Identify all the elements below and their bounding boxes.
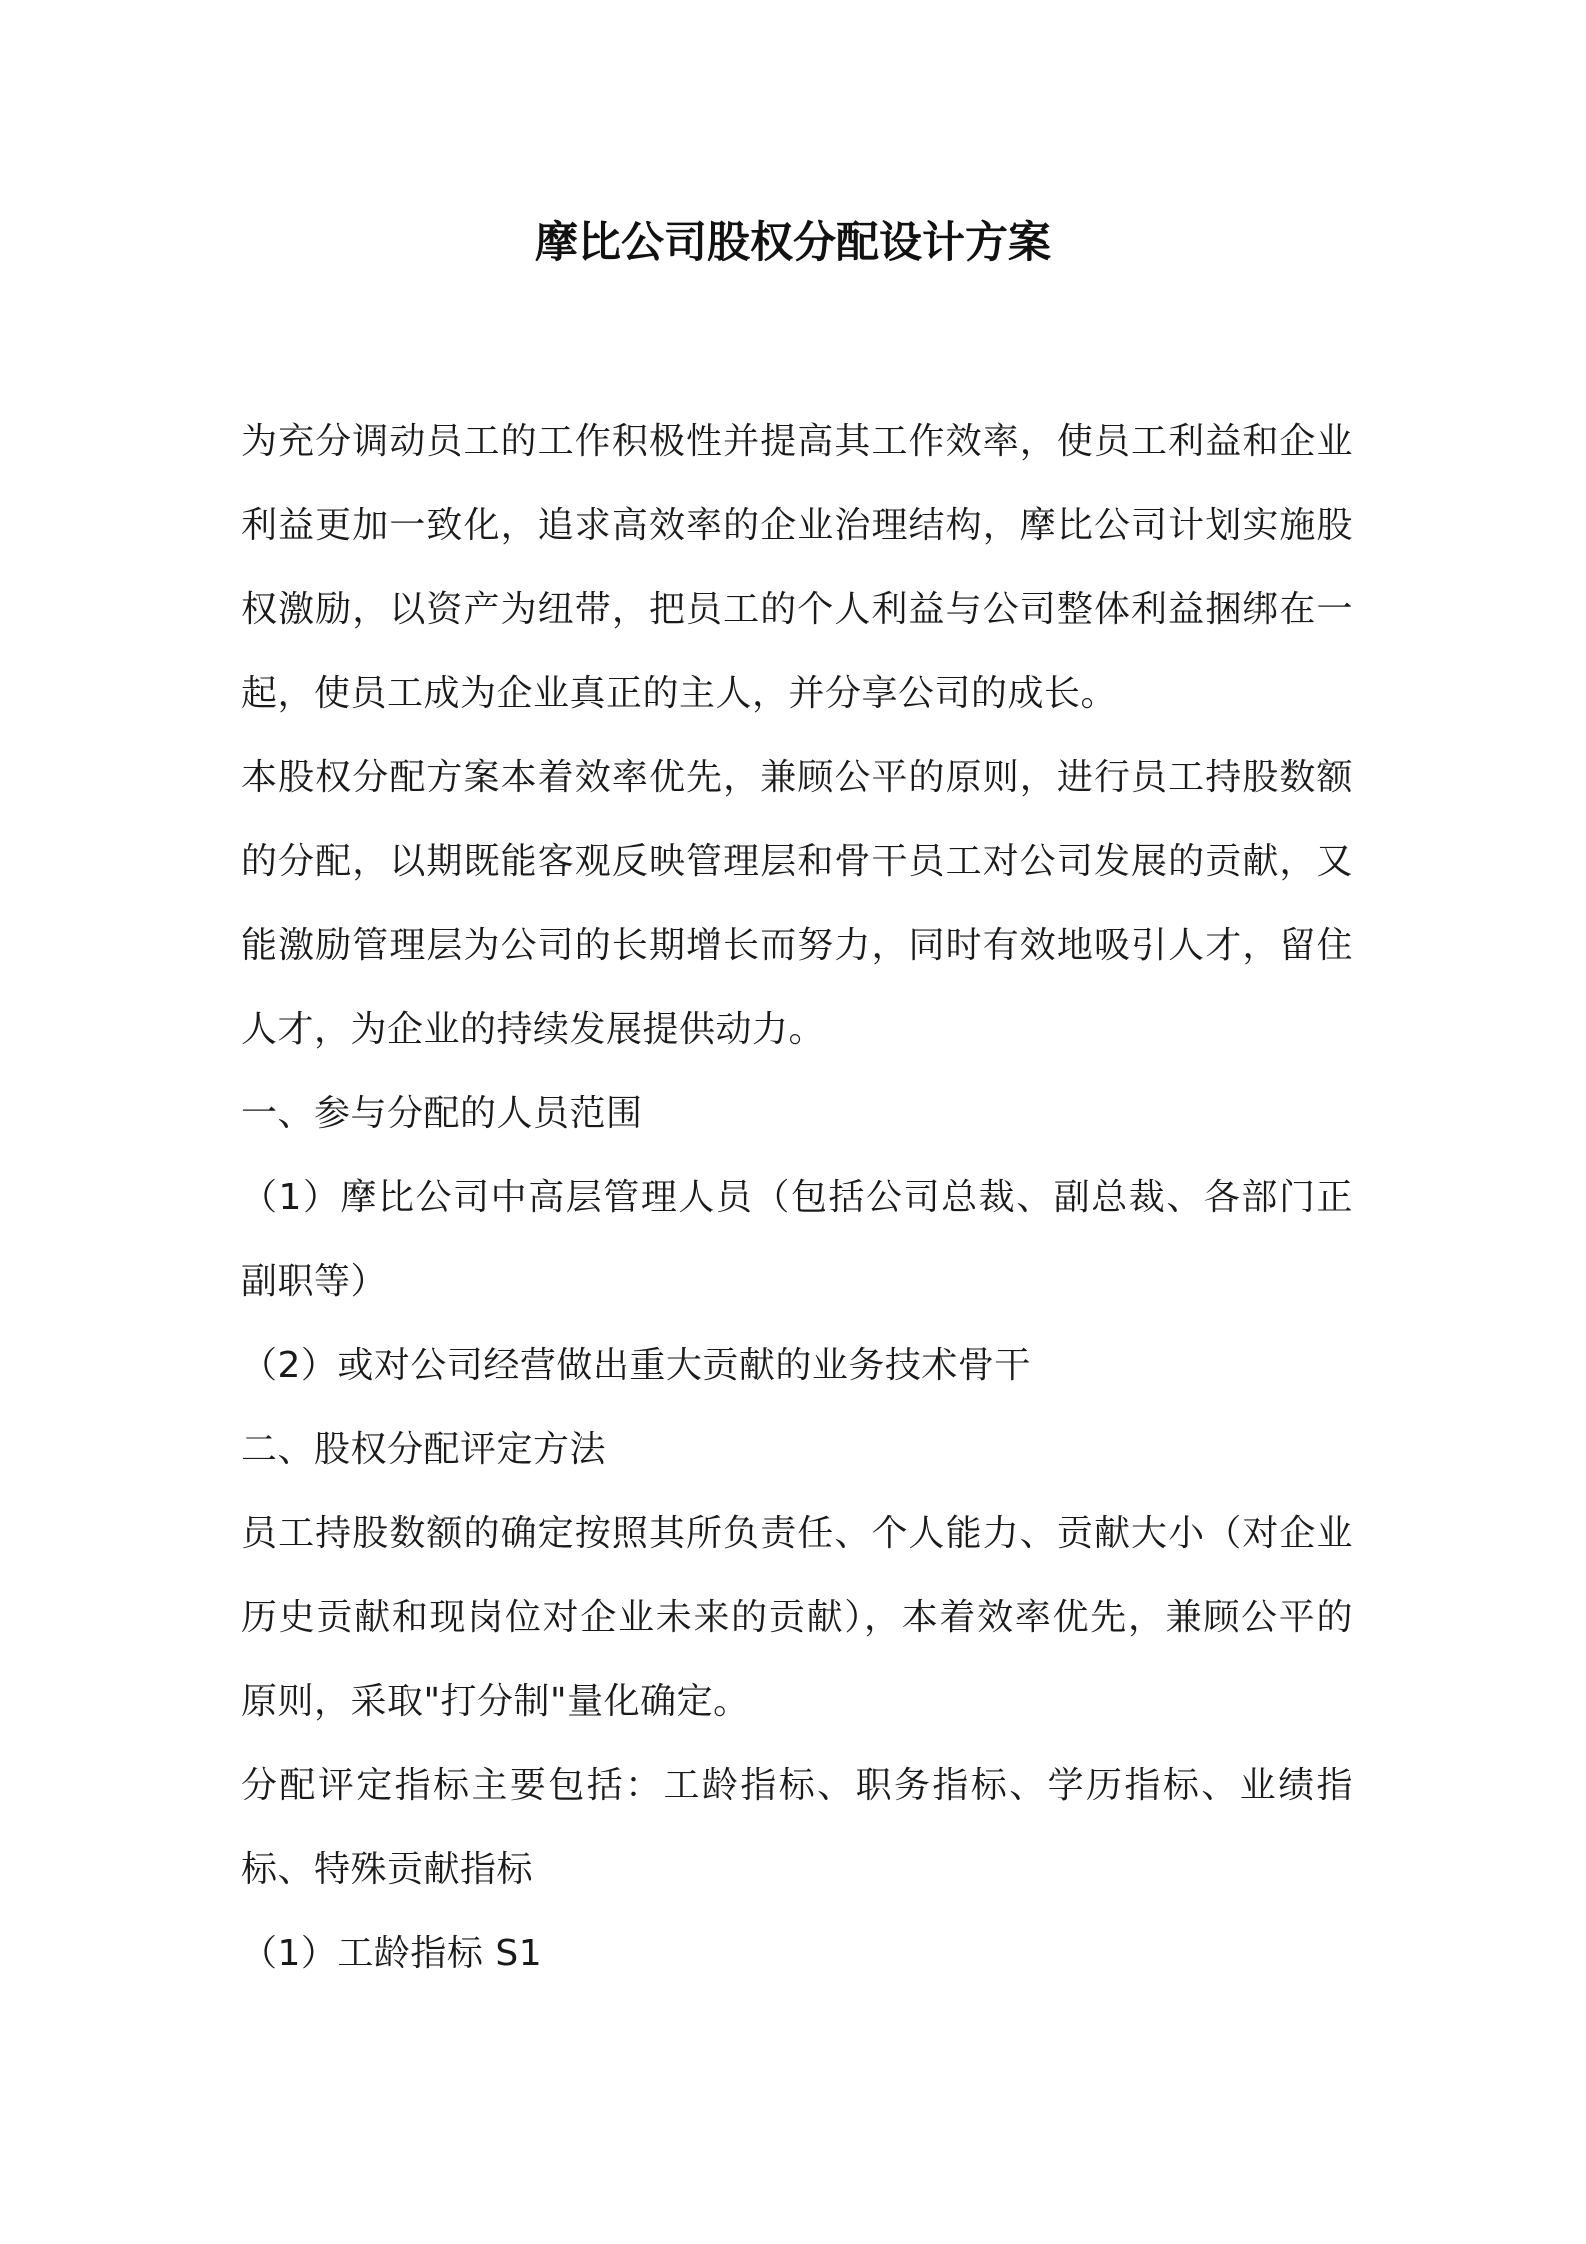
scope-item-1: （1）摩比公司中高层管理人员（包括公司总裁、副总裁、各部门正副职等） [241, 1177, 1353, 1302]
intro-paragraph: 为充分调动员工的工作积极性并提高其工作效率，使员工利益和企业利益更加一致化，追求高效率的企业治理结构，摩比公司计划实施股权激励，以资产为纽带，把员工的个人利益与公司整体利益捆绑在一起，使员工成为企业真正的主人，并分享公司的成长。 [241, 421, 1353, 714]
section-heading-scope: 一、参与分配的人员范围 [241, 1093, 643, 1134]
principle-paragraph: 本股权分配方案本着效率优先，兼顾公平的原则，进行员工持股数额的分配，以期既能客观反映管理层和骨干员工对公司发展的贡献，又能激励管理层为公司的长期增长而努力，同时有效地吸引人才，留住人才，为企业的持续发展提供动力。 [241, 757, 1353, 1050]
method-paragraph: 员工持股数额的确定按照其所负责任、个人能力、贡献大小（对企业历史贡献和现岗位对企业未来的贡献），本着效率优先，兼顾公平的原则，采取"打分制"量化确定。 [241, 1513, 1353, 1722]
document-title: 摩比公司股权分配设计方案 [535, 218, 1051, 268]
scope-item-2: （2）或对公司经营做出重大贡献的业务技术骨干 [241, 1345, 1031, 1386]
document-body [241, 400, 1353, 1996]
indicator-item-1: （1）工龄指标 S1 [241, 1933, 543, 1974]
indicators-paragraph: 分配评定指标主要包括：工龄指标、职务指标、学历指标、业绩指标、特殊贡献指标 [241, 1765, 1353, 1890]
section-heading-method: 二、股权分配评定方法 [241, 1429, 607, 1470]
